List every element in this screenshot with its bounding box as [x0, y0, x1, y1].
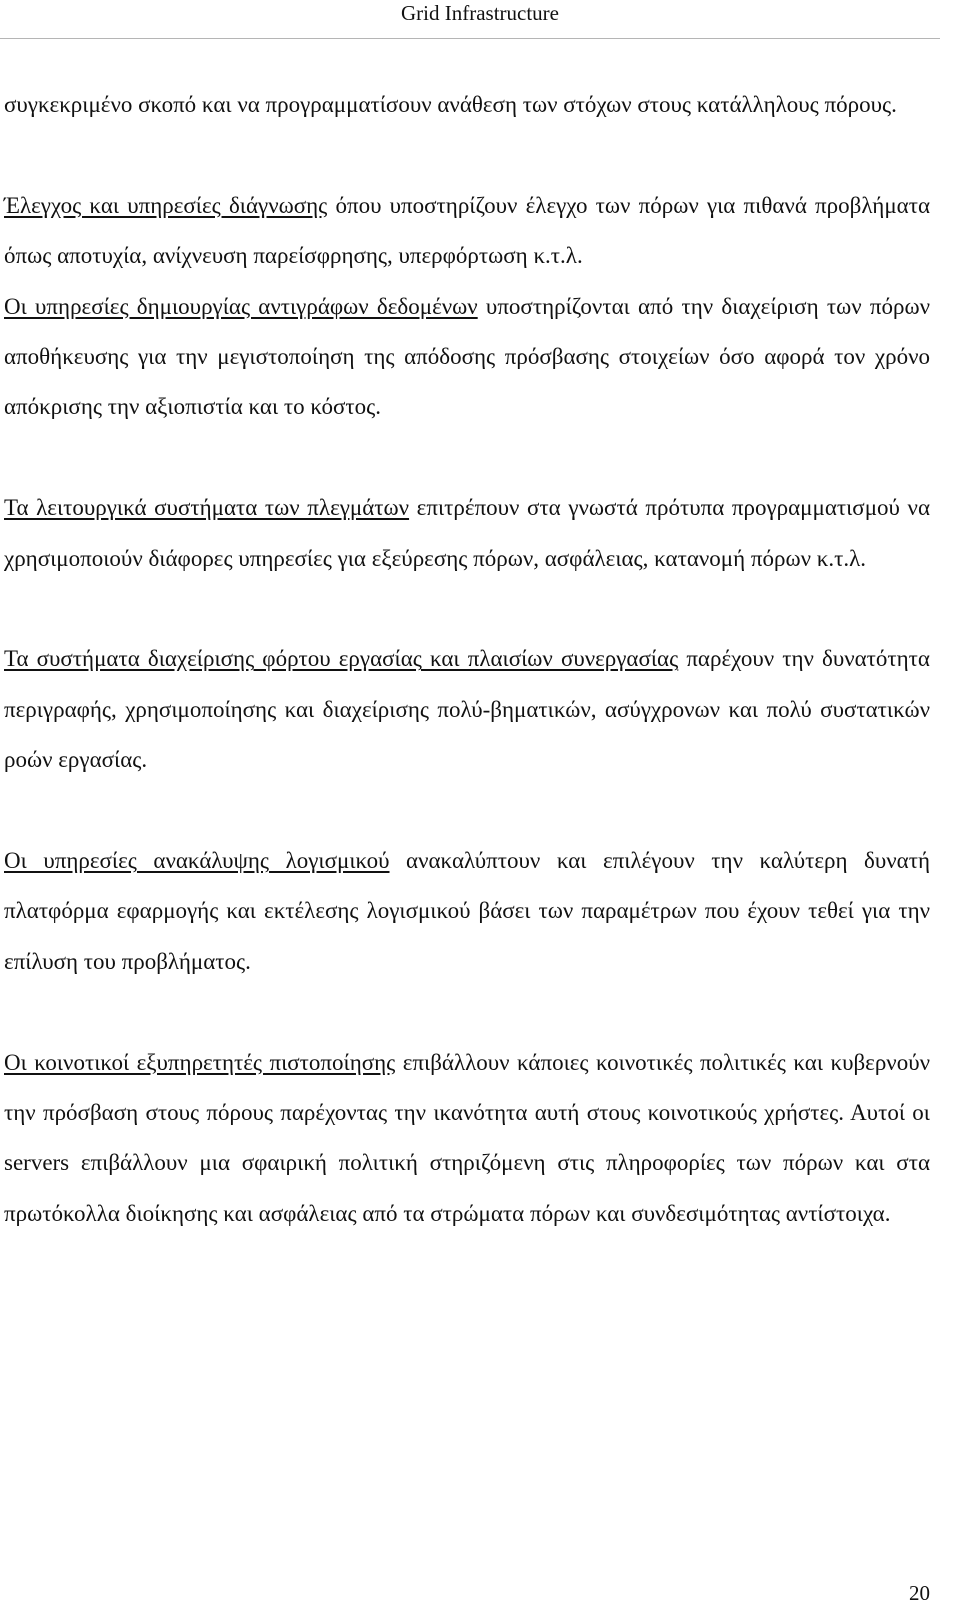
term-workflow-management: Τα συστήματα διαχείρισης φόρτου εργασίας και πλαισίων συνεργασίας — [4, 646, 679, 672]
term-grid-operating-systems: Τα λειτουργικά συστήματα των πλεγμάτων — [4, 495, 410, 521]
paragraph-text: επιβάλλουν κάποιες κοινοτικές πολιτικές και κυβερνούν την πρόσβαση στους πόρους παρέχοντας την ικανότητα αυτή στους κοινοτικούς χρήστες. Αυτοί οι servers επιβάλλουν μια σφαιρική πολιτική στηριζόμενη στις πληροφορίες των πόρων και στα πρωτόκολλα διοίκησης και ασφάλειας από τα στρώματα πόρων και συνδεσιμότητας αντίστοιχα. — [4, 1049, 930, 1226]
body-text — [4, 80, 930, 1239]
paragraph-monitoring-diagnostics — [4, 181, 930, 282]
term-monitoring-diagnostics: Έλεγχος και υπηρεσίες διάγνωσης — [4, 192, 328, 218]
paragraph-text: ανακαλύπτουν και επιλέγουν την καλύτερη δυνατή πλατφόρμα εφαρμογής και εκτέλεσης λογισμικού βάσει των παραμέτρων που έχουν τεθεί για την επίλυση του προβλήματος. — [4, 848, 930, 974]
paragraph-data-replication — [4, 282, 930, 433]
term-software-discovery: Οι υπηρεσίες ανακάλυψης λογισμικού — [4, 848, 390, 874]
paragraph-text: παρέχουν την δυνατότητα περιγραφής, χρησιμοποίησης και διαχείρισης πολύ-βηματικών, ασύγχρονων και πολύ συστατικών ροών εργασίας. — [4, 646, 930, 773]
running-header: Grid Infrastructure — [400, 1, 559, 25]
paragraph-grid-operating-systems — [4, 483, 930, 584]
paragraph-text: επιτρέπουν στα γνωστά πρότυπα προγραμματισμού να χρησιμοποιούν διάφορες υπηρεσίες για εξεύρεσης πόρων, ασφάλειας, κατανομή πόρων κ.τ.λ. — [4, 495, 930, 571]
paragraph-community-authorization — [4, 1038, 930, 1240]
term-community-authorization: Οι κοινοτικοί εξυπηρετητές πιστοποίησης — [4, 1049, 396, 1075]
paragraph-continuation — [4, 80, 930, 130]
paragraph-workflow-management — [4, 634, 930, 785]
paragraph-text: υποστηρίζονται από την διαχείριση των πόρων αποθήκευσης για την μεγιστοποίηση της απόδοσης πρόσβασης στοιχείων όσο αφορά τον χρόνο απόκρισης την αξιοπιστία και το κόστος. — [4, 293, 930, 420]
paragraph-text: συγκεκριμένο σκοπό και να προγραμματίσουν ανάθεση των στόχων στους κατάλληλους πόρους. — [4, 92, 897, 117]
page-number: 20 — [909, 1581, 930, 1605]
header-divider — [0, 38, 940, 39]
paragraph-software-discovery — [4, 836, 930, 987]
paragraph-text: όπου υποστηρίζουν έλεγχο των πόρων για πιθανά προβλήματα όπως αποτυχία, ανίχνευση παρείσφρησης, υπερφόρτωση κ.τ.λ. — [4, 192, 931, 269]
term-data-replication: Οι υπηρεσίες δημιουργίας αντιγράφων δεδομένων — [4, 293, 478, 319]
